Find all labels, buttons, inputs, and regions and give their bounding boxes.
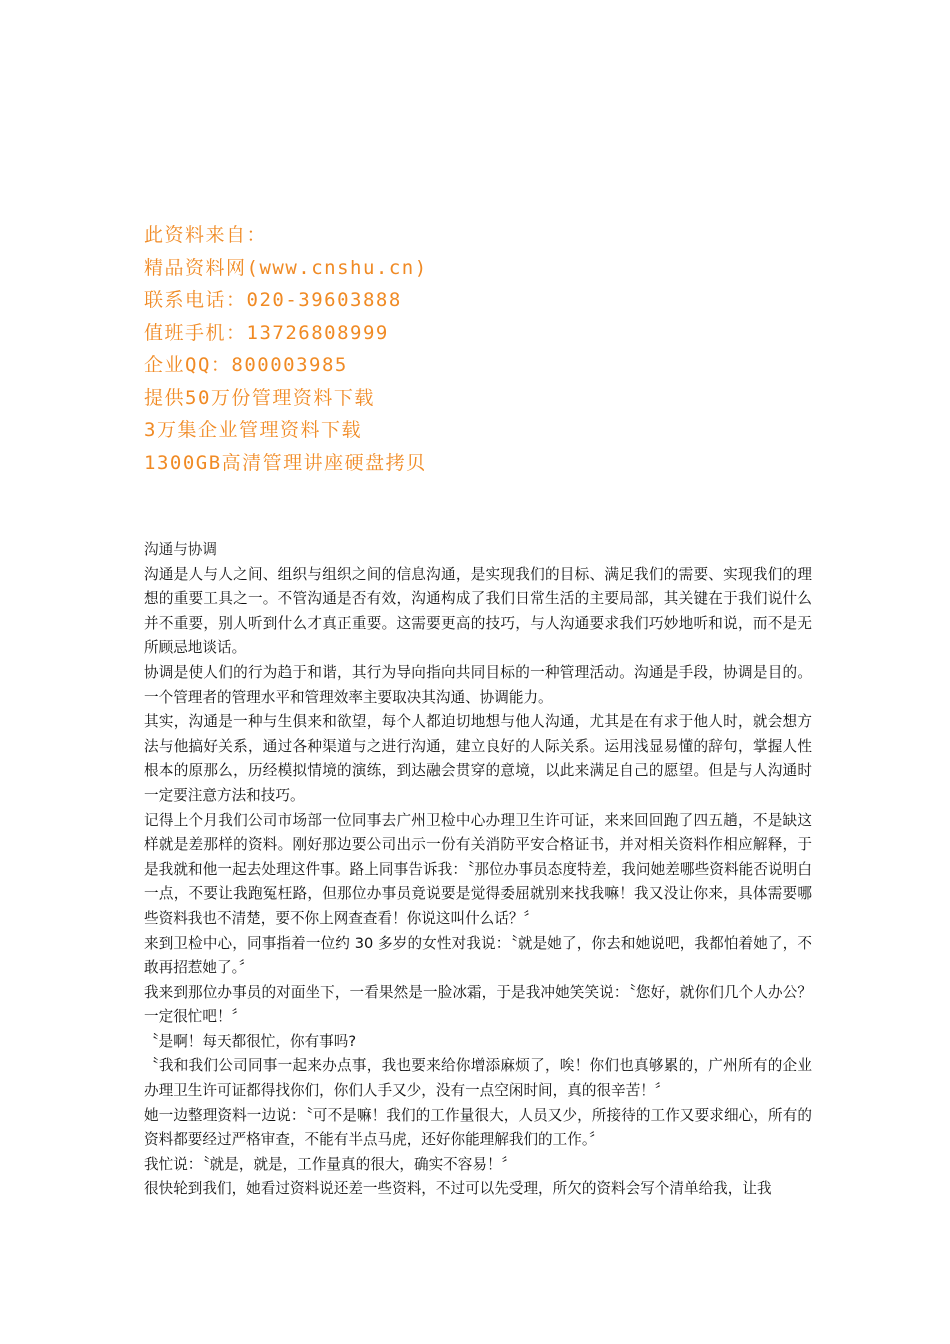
paragraph: 来到卫检中心，同事指着一位约 30 多岁的女性对我说：〝就是她了，你去和她说吧，我都怕着她了，不敢再招惹她了。〞 [144, 934, 812, 977]
website-line: 精品资料网(www.cnshu.cn) [144, 256, 428, 279]
paragraph: 很快轮到我们，她看过资料说还差一些资料，不过可以先受理，所欠的资料会写个清单给我，让我 [144, 1180, 772, 1198]
source-intro-line: 此资料来自： [144, 224, 268, 246]
qq-line: 企业QQ：800003985 [144, 354, 348, 376]
paragraph: 我来到那位办事员的对面坐下，一看果然是一脸冰霜，于是我冲她笑笑说：〝您好，就你们几个人办公？一定很忙吧！〞 [144, 983, 812, 1026]
article-body [144, 538, 812, 1202]
paragraph: 协调是使人们的行为趋于和谐，其行为导向指向共同目标的一种管理活动。沟通是手段，协调是目的。一个管理者的管理水平和管理效率主要取决其沟通、协调能力。 [144, 663, 812, 706]
paragraph: 其实，沟通是一种与生俱来和欲望，每个人都迫切地想与他人沟通，尤其是在有求于他人时，就会想方法与他搞好关系，通过各种渠道与之进行沟通，建立良好的人际关系。运用浅显易懂的辞句，掌握人性根本的原那么，历经模拟情境的演练，到达融会贯穿的意境，以此来满足自己的愿望。但是与人沟通时一定要注意方法和技巧。 [144, 713, 812, 804]
offer-line-1: 提供50万份管理资料下载 [144, 386, 375, 409]
mobile-line: 值班手机：13726808999 [144, 321, 389, 344]
phone-line: 联系电话：020-39603888 [144, 289, 402, 311]
source-info-block [144, 219, 804, 479]
paragraph: 我忙说：〝就是，就是，工作量真的很大，确实不容易！〞 [144, 1155, 517, 1173]
paragraph: 她一边整理资料一边说：〝可不是嘛！我们的工作量很大，人员又少，所接待的工作又要求细心，所有的资料都要经过严格审查，不能有半点马虎，还好你能理解我们的工作。〞 [144, 1106, 812, 1149]
offer-line-2: 3万集企业管理资料下载 [144, 419, 362, 441]
article-title: 沟通与协调 [144, 541, 217, 558]
paragraph: 沟通是人与人之间、组织与组织之间的信息沟通，是实现我们的目标、满足我们的需要、实现我们的理想的重要工具之一。不管沟通是否有效，沟通构成了我们日常生活的主要局部，其关键在于我们说什么并不重要，别人听到什么才真正重要。这需要更高的技巧，与人沟通要求我们巧妙地听和说，而不是无所顾忌地谈话。 [144, 565, 812, 657]
paragraph: 〝是啊！每天都很忙，你有事吗? [144, 1032, 357, 1050]
paragraph: 〝我和我们公司同事一起来办点事，我也要来给你增添麻烦了，唉！你们也真够累的，广州所有的企业办理卫生许可证都得找你们，你们人手又少，没有一点空闲时间，真的很辛苦！〞 [144, 1057, 812, 1100]
offer-line-3: 1300GB高清管理讲座硬盘拷贝 [144, 451, 427, 474]
paragraph: 记得上个月我们公司市场部一位同事去广州卫检中心办理卫生许可证，来来回回跑了四五趟，不是缺这样就是差那样的资料。刚好那边要公司出示一份有关消防平安合格证书，并对相关资料作相应解释，于是我就和他一起去处理这件事。路上同事告诉我：〝那位办事员态度特差，我问她差哪些资料能否说明白一点，不要让我跑冤枉路，但那位办事员竟说要是觉得委屈就别来找我嘛！我又没让你来，具体需要哪些资料我也不清楚，要不你上网查查看！你说这叫什么话？〞 [144, 811, 812, 927]
